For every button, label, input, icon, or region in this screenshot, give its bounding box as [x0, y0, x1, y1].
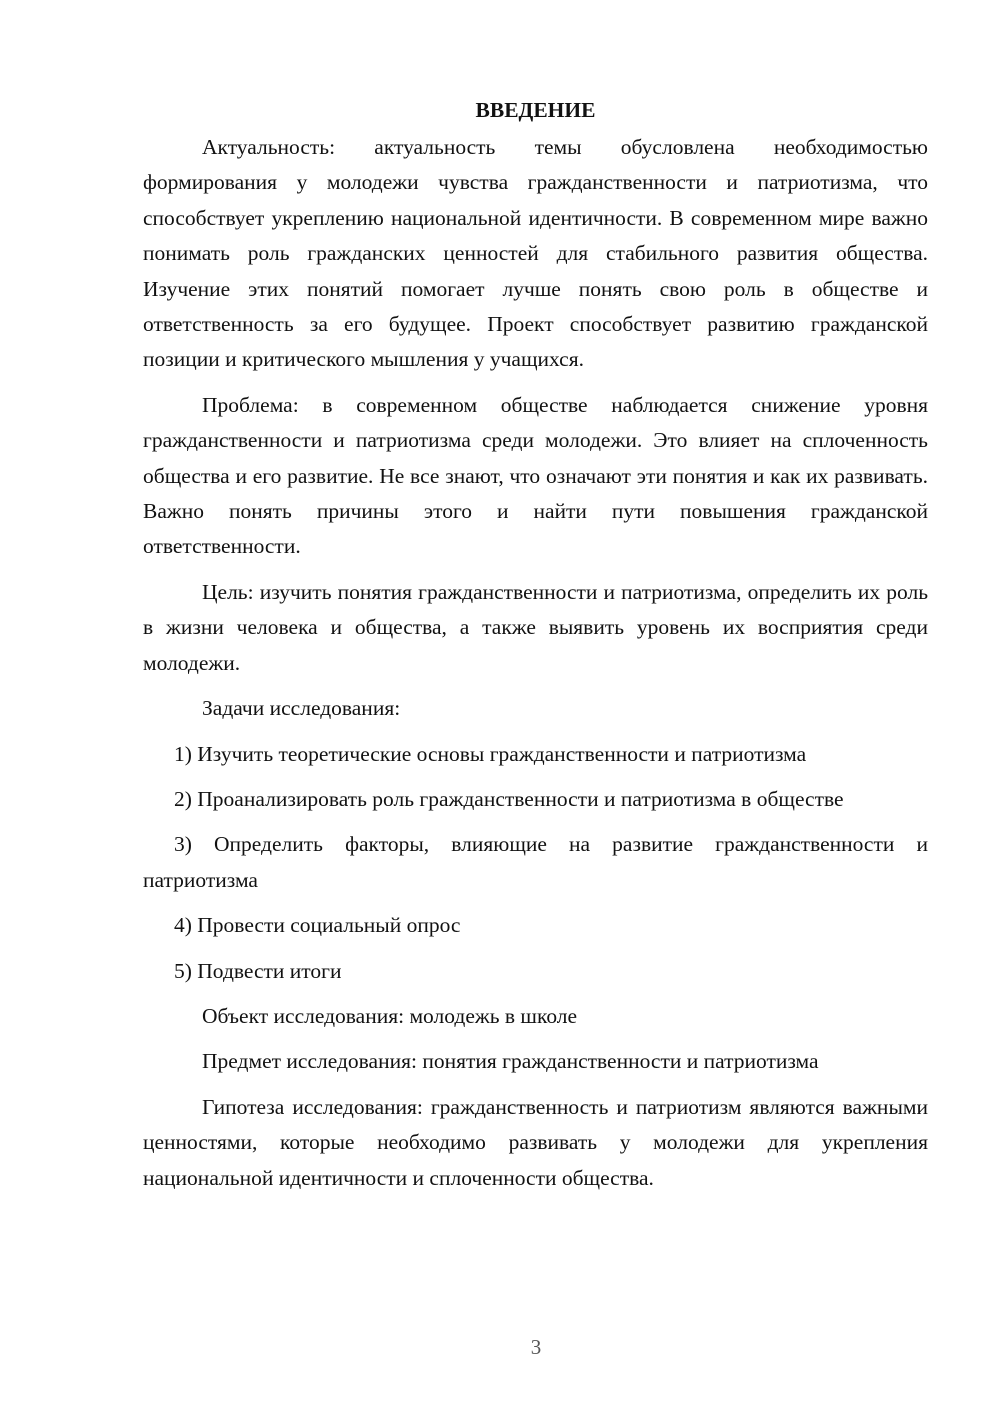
task-item-4: 4) Провести социальный опрос [174, 913, 461, 938]
task-item-1: 1) Изучить теоретические основы гражданственности и патриотизма [174, 741, 807, 766]
tasks-heading: Задачи исследования: [202, 696, 401, 721]
relevance-paragraph: Актуальность: актуальность темы обусловлена необходимостью формирования у молодежи чувства гражданственности и патриотизма, что способствует укреплению национальной идентичности. В современном мире важно понимать роль гражданских ценностей для стабильного развития общества. Изучение этих понятий помогает лучше понять свою роль в обществе и ответственность за его будущее. Проект способствует развитию гражданской позиции и критического мышления у учащихся. [143, 135, 928, 372]
object-paragraph: Объект исследования: молодежь в школе [202, 1003, 578, 1028]
goal-paragraph: Цель: изучить понятия гражданственности и патриотизма, определить их роль в жизни человека и общества, а также выявить уровень их восприятия среди молодежи. [143, 579, 928, 675]
hypothesis-paragraph: Гипотеза исследования: гражданственность и патриотизм являются важными ценностями, которые необходимо развивать у молодежи для укрепления национальной идентичности и сплоченности общества. [143, 1094, 928, 1190]
page-title: ВВЕДЕНИЕ [475, 98, 596, 122]
task-item-3: 3) Определить факторы, влияющие на развитие гражданственности и патриотизма [143, 832, 928, 892]
subject-paragraph: Предмет исследования: понятия гражданственности и патриотизма [202, 1049, 819, 1074]
document-body [143, 91, 928, 1206]
task-item-2: 2) Проанализировать роль гражданственности и патриотизма в обществе [174, 786, 844, 811]
task-item-5: 5) Подвести итоги [174, 958, 342, 983]
problem-paragraph: Проблема: в современном обществе наблюдается снижение уровня гражданственности и патриотизма среди молодежи. Это влияет на сплоченность общества и его развитие. Не все знают, что означают эти понятия и как их развивать. Важно понять причины этого и найти пути повышения гражданской ответственности. [143, 392, 928, 559]
page-number: 3 [530, 1335, 542, 1359]
